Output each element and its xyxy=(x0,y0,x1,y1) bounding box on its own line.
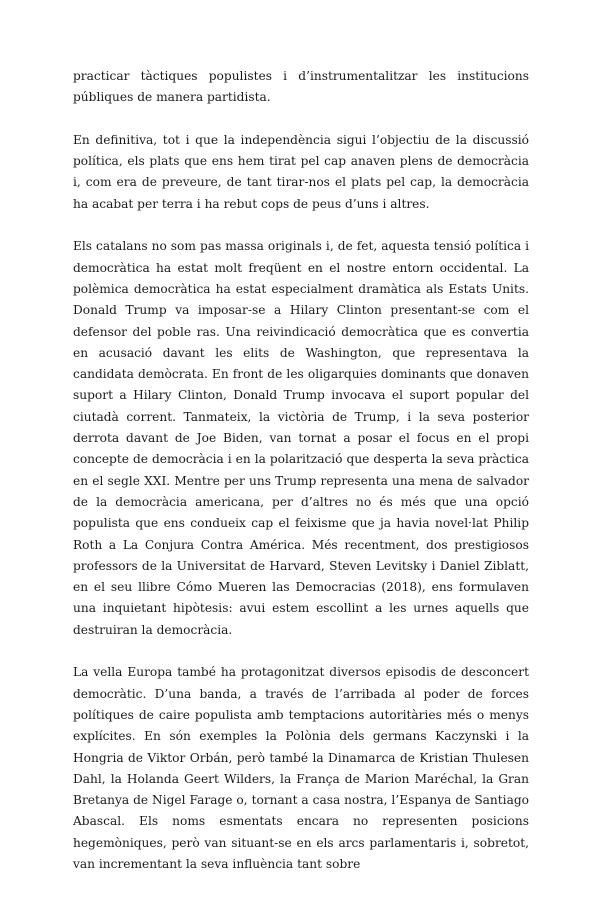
paragraph-4: La vella Europa també ha protagonitzat diversos episodis de desconcert democràtic. D’una banda, a través de l’arribada al poder de forces polítiques de caire populista amb temptacions autoritàries més o menys explícites. En són exemples la Polònia dels germans Kaczynski i la Hongria de Viktor Orbán, però també la Dinamarca de Kristian Thulesen Dahl, la Holanda Geert Wilders, la França de Marion Maréchal, la Gran Bretanya de Nigel Farage o, tornant a casa nostra, l’Espanya de Santiago Abascal. Els noms esmentats encara no representen posicions hegemòniques, però van situant-se en els arcs parlamentaris i, sobretot, van incrementant la seva influència tant sobre xyxy=(73,665,529,871)
document-page xyxy=(73,66,529,897)
paragraph-2: En definitiva, tot i que la independència sigui l’objectiu de la discussió política, els plats que ens hem tirat pel cap anaven plens de democràcia i, com era de preveure, de tant tirar-nos el plats pel cap, la democràcia ha acabat per terra i ha rebut cops de peus d’uns i altres. xyxy=(73,132,529,211)
paragraph-3: Els catalans no som pas massa originals i, de fet, aquesta tensió política i democràtica ha estat molt freqüent en el nostre entorn occidental. La polèmica democràtica ha estat especialment dramàtica als Estats Units. Donald Trump va imposar-se a Hilary Clinton presentant-se com el defensor del poble ras. Una reivindicació democràtica que es convertia en acusació davant les elits de Washington, que representava la candidata demòcrata. En front de les oligarquies dominants que donaven suport a Hilary Clinton, Donald Trump invocava el suport popular del ciutadà corrent. Tanmateix, la victòria de Trump, i la seva posterior derrota davant de Joe Biden, van tornat a posar el focus en el propi concepte de democràcia i en la polarització que desperta la seva pràctica en el segle XXI. Mentre per uns Trump representa una mena de salvador de la democràcia americana, per d’altres no és més que una opció populista que ens condueix cap el feixisme que ja havia novel·lat Philip Roth a La Conjura Contra América. Més recentment, dos prestigiosos professors de la Universitat de Harvard, Steven Levitsky i Daniel Ziblatt, en el seu llibre Cómo Mueren las Democracias (2018), ens formulaven una inquietant hipòtesis: avui estem escollint a les urnes aquells que destruiran la democràcia. xyxy=(73,239,529,637)
paragraph-1: practicar tàctiques populistes i d’instrumentalitzar les institucions públiques de manera partidista. xyxy=(73,69,529,105)
